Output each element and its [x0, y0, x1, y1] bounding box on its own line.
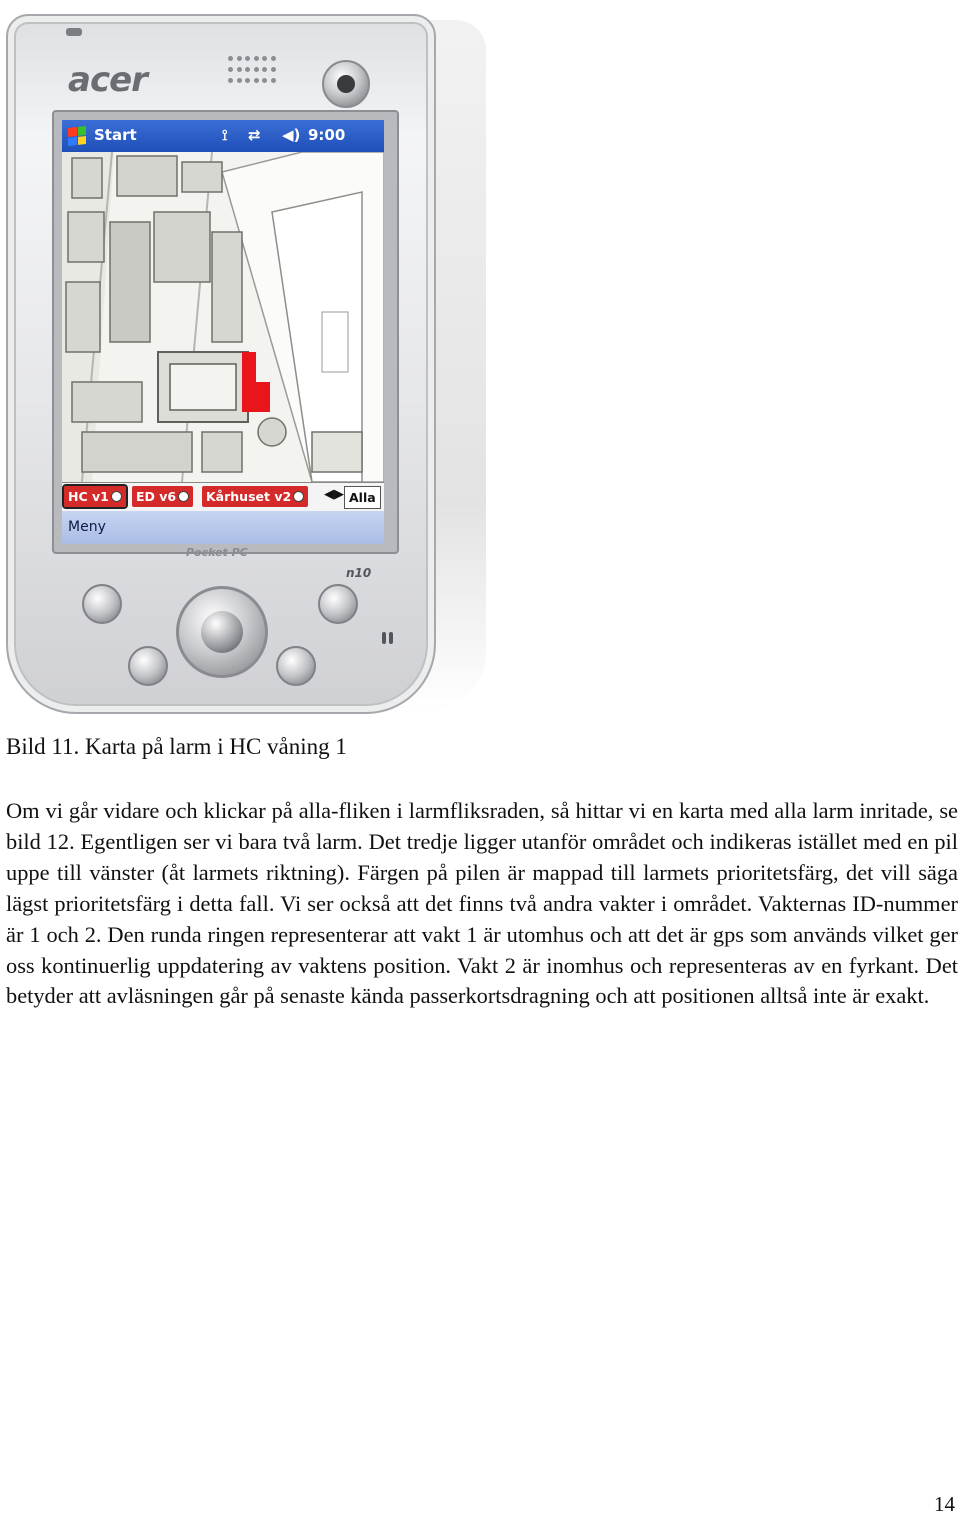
map-drawing — [62, 152, 384, 482]
antenna — [66, 28, 82, 36]
hardware-button-1[interactable] — [82, 584, 122, 624]
alarm-status-dot — [293, 491, 304, 502]
connectivity-icon[interactable]: ⇄ — [248, 126, 261, 144]
taskbar — [62, 120, 384, 152]
body-paragraph: Om vi går vidare och klickar på alla-fliken i larmfliksraden, så hittar vi en karta med alla larm inritade, se bild 12. Egentligen ser vi bara två larm. Det tredje ligger utanför området och indikeras istället med en pil uppe till vänster (åt larmets riktning). Färgen på pilen är mappad till larmets prioritetsfärg, det vill säga lägst prioritetsfärg i detta fall. Vi ser också att det finns två andra vakter i området. Vakternas ID-nummer är 1 och 2. Den runda ringen representerar att vakt 1 är utomhus och att det är gps som används vilket ger oss kontinuerlig uppdatering av vaktens position. Vakt 2 är inomhus och representeras av en fyrkant. Det betyder att avläsningen går på senaste kända passerkortsdragning och att positionen alltså inte är exakt. — [6, 798, 958, 1009]
menu-bar — [62, 511, 384, 544]
menu-button[interactable]: Meny — [68, 519, 106, 535]
navigation-pad[interactable] — [176, 586, 268, 678]
pda-screen — [62, 120, 384, 544]
alarm-tab-karhuset[interactable] — [202, 486, 308, 507]
alarm-tab-label: ED v6 — [136, 489, 177, 504]
alarm-tab-label: HC v1 — [68, 489, 109, 504]
microphone-icon — [382, 632, 398, 644]
model-label: n10 — [346, 566, 372, 580]
volume-icon[interactable]: ◀) — [282, 126, 301, 144]
alarm-status-dot — [178, 491, 189, 502]
figure-caption: Bild 11. Karta på larm i HC våning 1 — [6, 734, 347, 759]
device-illustration — [0, 0, 490, 715]
alarm-tab-bar — [62, 482, 384, 512]
alarm-tab-ed[interactable] — [132, 486, 193, 507]
antenna-signal-icon[interactable]: ⟟ — [222, 126, 228, 144]
brand-logo: acer — [68, 60, 147, 100]
alarm-tab-label: Kårhuset v2 — [206, 489, 292, 504]
platform-label: Pocket PC — [186, 546, 248, 559]
hardware-button-3[interactable] — [276, 646, 316, 686]
windows-flag-icon[interactable] — [68, 126, 86, 146]
power-button[interactable] — [322, 60, 370, 108]
clock[interactable]: 9:00 — [308, 126, 346, 144]
page-number: 14 — [934, 1492, 955, 1516]
campus-map[interactable] — [62, 152, 384, 482]
hardware-button-2[interactable] — [128, 646, 168, 686]
speaker-grille — [228, 56, 276, 86]
tab-scroll-arrows-icon[interactable]: ◀▶ — [324, 487, 344, 502]
hardware-button-4[interactable] — [318, 584, 358, 624]
alarm-tab-hc[interactable] — [64, 486, 126, 507]
tab-all[interactable]: Alla — [344, 486, 381, 509]
start-menu-label[interactable]: Start — [94, 126, 137, 144]
alarm-status-dot — [111, 491, 122, 502]
